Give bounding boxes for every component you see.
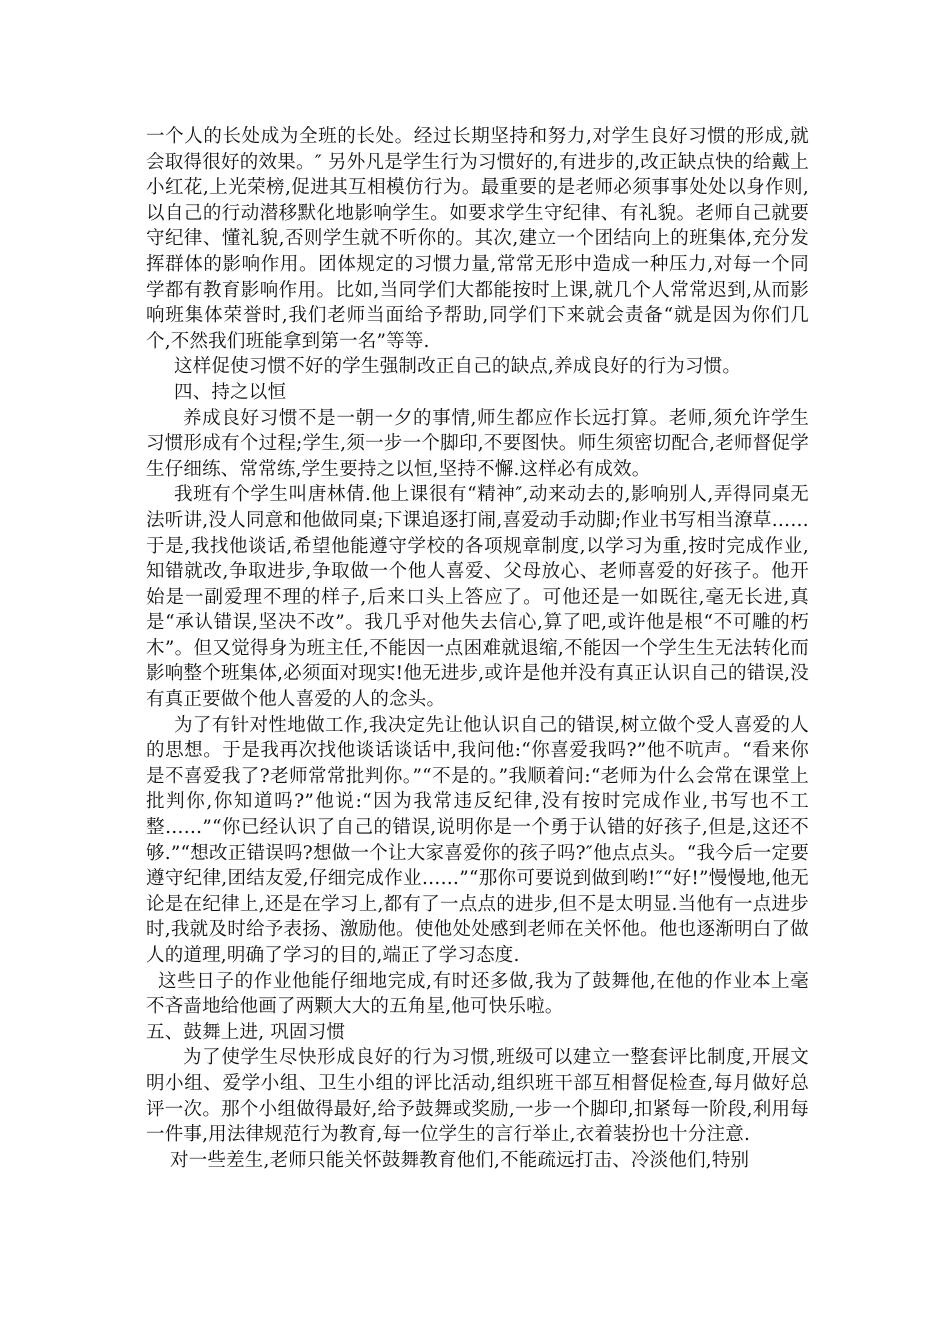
- paragraph-weak-students: 对一些差生,老师只能关怀鼓舞教育他们,不能疏远打击、冷淡他们,特别: [170, 1149, 750, 1171]
- paragraph-homework: 这些日子的作业他能仔细地完成,有时还多做,我为了鼓舞他,在他的作业本上毫不吝啬地给他画了两颗大大的五角星,他可快乐啦。: [146, 970, 809, 1018]
- paragraph-intro: 一个人的长处成为全班的长处。经过长期坚持和努力,对学生良好习惯的形成,就会取得很好的效果。″ 另外凡是学生行为习惯好的,有进步的,改正缺点快的给戴上小红花,上光荣榜,促进其互相模仿行为。最重要的是老师必须事事处处以身作则,以自己的行动潜移默化地影响学生。如要求学生守纪律、有礼貌。老师自己就要守纪律、懂礼貌,否则学生就不听你的。其次,建立一个团结向上的班集体,充分发挥群体的影响作用。团体规定的习惯力量,常常无形中造成一种压力,对每一个同学都有教育影响作用。比如,当同学们大都能按时上课,就几个人常常迟到,从而影响班集体荣誉时,我们老师当面给予帮助,同学们下来就会责备“就是因为你们几个,不然我们班能拿到第一名”等等.: [146, 126, 809, 352]
- paragraph-summary: 这样促使习惯不好的学生强制改正自己的缺点,养成良好的行为习惯。: [174, 356, 742, 378]
- section-heading-4: 四、持之以恒: [174, 381, 287, 403]
- document-page: [146, 124, 809, 1173]
- paragraph-evaluation: 为了使学生尽快形成良好的行为习惯,班级可以建立一整套评比制度,开展文明小组、爱学小组、卫生小组的评比活动,组织班干部互相督促检查,每月做好总评一次。那个小组做得最好,给予鼓舞或奖励,一步一个脚印,扣紧每一阶段,利用每一件事,用法律规范行为教育,每一位学生的言行举止,衣着装扮也十分注意.: [146, 1047, 809, 1146]
- paragraph-dialogue: 为了有针对性地做工作,我决定先让他认识自己的错误,树立做个受人喜爱的人的思想。于是我再次找他谈话谈话中,我问他:“你喜爱我吗?”他不吭声。“看来你是不喜爱我了?老师常常批判你。”“不是的。”我顺着问:“老师为什么会常在课堂上批判你,你知道吗?”他说:“因为我常违反纪律,没有按时完成作业,书写也不工整……”“你已经认识了自己的错误,说明你是一个勇于认错的好孩子,但是,这还不够.”“想改正错误吗?想做一个让大家喜爱你的孩子吗?″他点点头。“我今后一定要遵守纪律,团结友爱,仔细完成作业……”“那你可要说到做到哟!″“好!”慢慢地,他无论是在纪律上,还是在学习上,都有了一点点的进步,但不是太明显.当他有一点进步时,我就及时给予表扬、激励他。使他处处感到老师在关怀他。他也逐渐明白了做人的道理,明确了学习的目的,端正了学习态度.: [146, 714, 809, 966]
- paragraph-persistence: 养成良好习惯不是一朝一夕的事情,师生都应作长远打算。老师,须允许学生习惯形成有个过程;学生,须一步一个脚印,不要图快。师生须密切配合,老师督促学生仔细练、常常练,学生要持之以恒,坚持不懈.这样必有成效。: [146, 407, 809, 480]
- section-heading-5: 五、鼓舞上进, 巩固习惯: [146, 1021, 346, 1043]
- paragraph-student-case: 我班有个学生叫唐林倩.他上课很有“精神″,动来动去的,影响别人,弄得同桌无法听讲,没人同意和他做同桌;下课追逐打闹,喜爱动手动脚;作业书写相当潦草……于是,我找他谈话,希望他能遵守学校的各项规章制度,以学习为重,按时完成作业,知错就改,争取进步,争取做一个他人喜爱、父母放心、老师喜爱的好孩子。他开始是一副爱理不理的样子,后来口头上答应了。可他还是一如既往,毫无长进,真是“承认错误,坚决不改”。我几乎对他失去信心,算了吧,或许他是根“不可雕的朽木”。但又觉得身为班主任,不能因一点困难就退缩,不能因一个学生生无法转化而影响整个班集体,必须面对现实!他无进步,或许是他并没有真正认识自己的错误,没有真正要做个他人喜爱的人的念头。: [146, 484, 809, 711]
